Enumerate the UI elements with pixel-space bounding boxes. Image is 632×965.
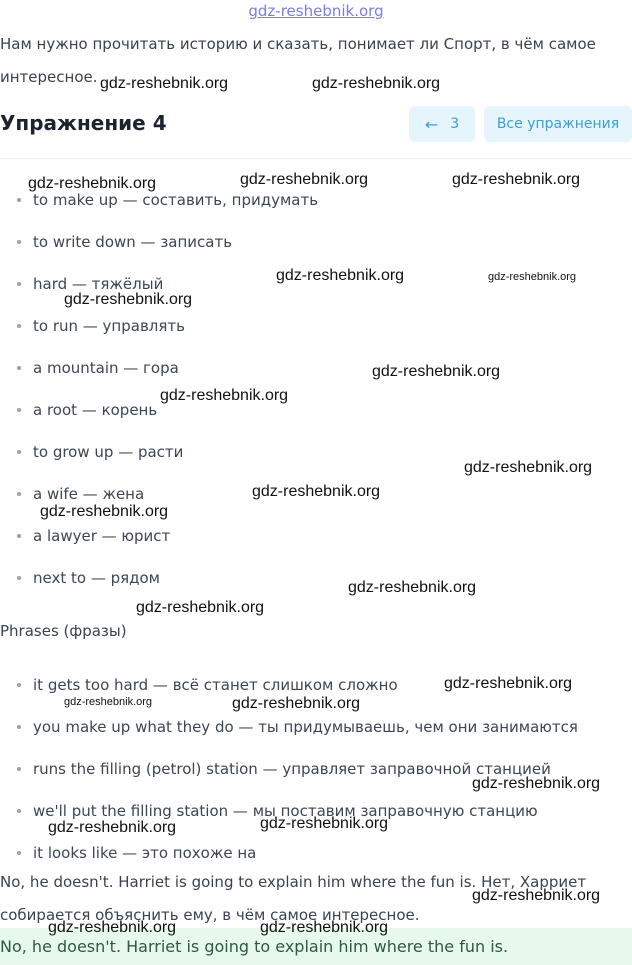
watermark: gdz-reshebnik.org: [472, 775, 601, 792]
bullet-icon: [17, 324, 21, 328]
previous-exercise-button[interactable]: [409, 106, 475, 142]
watermark: gdz-reshebnik.org: [260, 815, 389, 832]
list-item-text: a lawyer — юрист: [33, 527, 171, 545]
watermark: gdz-reshebnik.org: [276, 267, 405, 284]
phrases-heading: Phrases (фразы): [0, 622, 127, 640]
bullet-icon: [17, 851, 21, 855]
list-item-text: to write down — записать: [33, 233, 233, 251]
arrow-left-icon: ←: [424, 114, 439, 134]
watermark: gdz-reshebnik.org: [160, 387, 289, 404]
bullet-icon: [17, 492, 21, 496]
intro-text: Нам нужно прочитать историю и сказать, понимает ли Спорт, в чём самое интересное.: [0, 35, 596, 86]
list-item-text: it looks like — это похоже на: [33, 844, 257, 862]
vocabulary-list: [0, 187, 632, 607]
list-item: [0, 355, 632, 397]
watermark: gdz-reshebnik.org: [64, 696, 153, 708]
watermark: gdz-reshebnik.org: [312, 75, 441, 92]
list-item: [0, 229, 632, 271]
list-item-text: to run — управлять: [33, 317, 185, 335]
bullet-icon: [17, 450, 21, 454]
previous-exercise-number: 3: [450, 116, 460, 132]
list-item-text: runs the filling (petrol) station — управляет заправочной станцией: [33, 760, 551, 778]
answer-highlight: No, he doesn't. Harriet is going to explain him where the fun is.: [0, 928, 632, 965]
watermark: gdz-reshebnik.org: [452, 171, 581, 188]
watermark: gdz-reshebnik.org: [48, 819, 177, 836]
watermark: gdz-reshebnik.org: [472, 887, 601, 904]
header-divider: [0, 158, 632, 159]
watermark: gdz-reshebnik.org: [260, 919, 389, 936]
bullet-icon: [17, 809, 21, 813]
answer-text: No, he doesn't. Harriet is going to explain him where the fun is. Нет, Харриет собирается объяснить ему, в чём самое интересное.: [0, 873, 587, 924]
list-item-text: next to — рядом: [33, 569, 161, 587]
list-item-text: to grow up — расти: [33, 443, 184, 461]
bullet-icon: [17, 198, 21, 202]
watermark: gdz-reshebnik.org: [64, 291, 193, 308]
list-item-text: hard — тяжёлый: [33, 275, 164, 293]
list-item: [0, 714, 632, 756]
watermark: gdz-reshebnik.org: [348, 579, 477, 596]
watermark: gdz-reshebnik.org: [136, 599, 265, 616]
watermark: gdz-reshebnik.org: [232, 695, 361, 712]
bullet-icon: [17, 767, 21, 771]
site-link[interactable]: gdz-reshebnik.org: [248, 2, 384, 20]
list-item-text: you make up what they do — ты придумываешь, чем они занимаются: [33, 718, 578, 736]
bullet-icon: [17, 366, 21, 370]
watermark: gdz-reshebnik.org: [372, 363, 501, 380]
watermark: gdz-reshebnik.org: [100, 75, 229, 92]
watermark: gdz-reshebnik.org: [48, 919, 177, 936]
exercise-title: Упражнение 4: [0, 111, 167, 135]
watermark: gdz-reshebnik.org: [252, 483, 381, 500]
watermark: gdz-reshebnik.org: [488, 271, 577, 283]
watermark: gdz-reshebnik.org: [444, 675, 573, 692]
list-item-text: it gets too hard — всё станет слишком сложно: [33, 676, 398, 694]
watermark: gdz-reshebnik.org: [464, 459, 593, 476]
list-item: [0, 565, 632, 607]
list-item-text: we'll put the filling station — мы поставим заправочную станцию: [33, 802, 538, 820]
list-item-text: a root — корень: [33, 401, 158, 419]
bullet-icon: [17, 725, 21, 729]
all-exercises-button[interactable]: Все упражнения: [484, 106, 632, 142]
list-item: [0, 187, 632, 229]
watermark: gdz-reshebnik.org: [40, 503, 169, 520]
list-item: [0, 523, 632, 565]
bullet-icon: [17, 683, 21, 687]
bullet-icon: [17, 408, 21, 412]
list-item: [0, 313, 632, 355]
list-item: [0, 397, 632, 439]
list-item-text: a wife — жена: [33, 485, 145, 503]
list-item-text: to make up — составить, придумать: [33, 191, 319, 209]
bullet-icon: [17, 576, 21, 580]
bullet-icon: [17, 240, 21, 244]
watermark: gdz-reshebnik.org: [28, 175, 157, 192]
list-item-text: a mountain — гора: [33, 359, 179, 377]
bullet-icon: [17, 282, 21, 286]
watermark: gdz-reshebnik.org: [240, 171, 369, 188]
bullet-icon: [17, 534, 21, 538]
